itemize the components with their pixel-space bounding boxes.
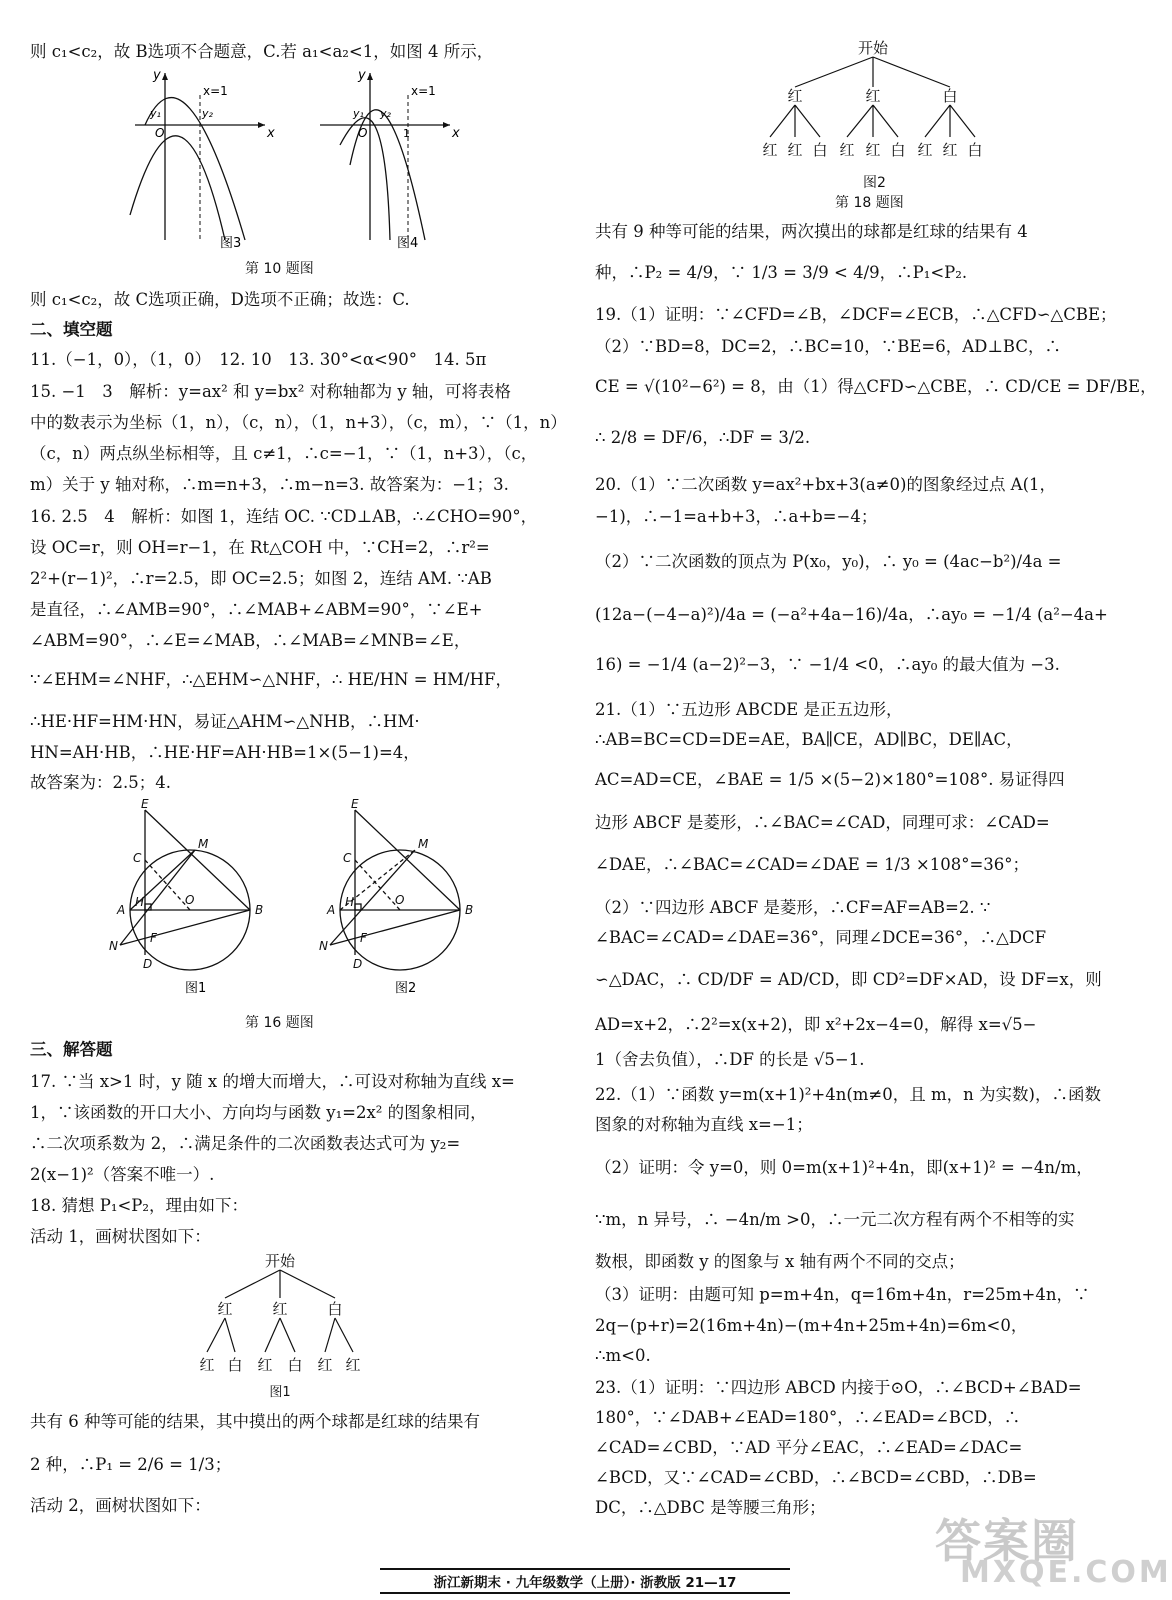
fig16-figure-1 — [120, 810, 250, 970]
q21-line: 21.（1）∵五边形 ABCDE 是正五边形， — [595, 700, 903, 719]
svg-text:F: F — [360, 931, 367, 945]
watermark-logo: 答案圈 — [935, 1514, 1079, 1568]
q21-line: ∠BAC=∠CAD=∠DAE=36°，同理∠DCE=36°，∴△DCF — [595, 928, 1047, 947]
svg-text:A: A — [117, 903, 126, 917]
q10-text-b: 则 c₁<c₂，故 C选项正确，D选项不正确；故选：C. — [30, 290, 410, 309]
q21-line: ∴AB=BC=CD=DE=AE，BA∥CE，AD∥BC，DE∥AC， — [595, 730, 1023, 749]
answers-11-14: 11.（−1，0），（1，0） 12. 10 13. 30°<α<90° 14. 5π — [30, 350, 487, 369]
q16-line: 是直径，∴∠AMB=90°，∴∠MAB+∠ABM=90°，∵∠E+ — [30, 600, 483, 619]
q22-line: ∴m<0. — [595, 1346, 651, 1365]
q16-line: 2²+(r−1)²，∴r=2.5，即 OC=2.5；如图 2，连结 AM. ∵AB — [30, 569, 492, 588]
q22-line: 2q−(p+r)=2(16m+4n)−(m+4n+25m+4n)=6m<0， — [595, 1316, 1028, 1335]
svg-text:M: M — [418, 837, 429, 851]
svg-text:N: N — [109, 939, 118, 953]
svg-text:x=1: x=1 — [203, 84, 228, 98]
q19-line: 19.（1）证明：∵∠CFD=∠B，∠DCF=∠ECB，∴△CFD∽△CBE； — [595, 305, 1117, 324]
svg-text:y₂: y₂ — [202, 107, 213, 120]
svg-text:图1: 图1 — [269, 1385, 291, 1400]
svg-text:C: C — [343, 851, 352, 865]
q21-line: 边形 ABCF 是菱形，∴∠BAC=∠CAD，同理可求：∠CAD= — [595, 813, 1050, 832]
fig16-circles — [105, 797, 505, 1000]
q16-line: HN=AH·HB，∴HE·HF=AH·HB=1×(5−1)=4， — [30, 743, 420, 762]
section-answer-heading: 三、解答题 — [30, 1040, 113, 1059]
svg-text:B: B — [255, 903, 264, 917]
fig18-caption: 第 18 题图 — [835, 195, 904, 211]
q16-line: 16. 2.5 4 解析：如图 1，连结 OC. ∵CD⊥AB，∴∠CHO=90°， — [30, 507, 538, 526]
svg-text:红: 红 — [199, 1356, 215, 1374]
svg-text:A: A — [327, 903, 336, 917]
svg-text:开始: 开始 — [264, 1252, 296, 1270]
q15-line: 15. −1 3 解析：y=ax² 和 y=bx² 对称轴都为 y 轴，可将表格 — [30, 382, 511, 401]
q16-line: 故答案为：2.5；4. — [30, 773, 171, 792]
svg-text:1: 1 — [403, 127, 410, 140]
q22-line: 图象的对称轴为直线 x=−1； — [595, 1115, 813, 1134]
svg-text:红: 红 — [272, 1300, 288, 1318]
svg-text:图3: 图3 — [220, 236, 242, 251]
q19-line: ∴ 2/8 = DF/6，∴DF = 3/2. — [595, 428, 811, 447]
svg-text:M: M — [198, 837, 209, 851]
q21-line: ∠DAE，∴∠BAC=∠CAD=∠DAE = 1/3 ×108°=36°； — [595, 855, 1030, 874]
svg-text:图1: 图1 — [185, 981, 207, 996]
q17-line: 2(x−1)²（答案不唯一）. — [30, 1165, 215, 1184]
svg-text:红: 红 — [787, 87, 803, 105]
svg-text:白: 白 — [227, 1356, 243, 1374]
q18-line: 共有 6 种等可能的结果，其中摸出的两个球都是红球的结果有 — [30, 1412, 480, 1431]
fig10-graph-3 — [130, 68, 275, 251]
svg-text:红: 红 — [942, 141, 958, 159]
q21-line: （2）∵四边形 ABCF 是菱形，∴CF=AF=AB=2. ∵ — [595, 898, 991, 917]
q19-line: CE = √(10²−6²) = 8，由（1）得△CFD∽△CBE，∴ CD/CE = DF/BE， — [595, 377, 1157, 396]
q20-line: −1)，∴−1=a+b+3，∴a+b=−4； — [595, 507, 878, 526]
q18-line: 18. 猜想 P₁<P₂，理由如下： — [30, 1196, 248, 1215]
svg-text:D: D — [353, 957, 363, 971]
svg-text:红: 红 — [787, 141, 803, 159]
watermark-site: MXQE.COM — [960, 1555, 1172, 1590]
page-footer: 浙江新期末 · 九年级数学（上册）· 浙教版 21—17 — [380, 1568, 790, 1594]
tree-diagram-2 — [755, 35, 995, 170]
q21-line: AD=x+2，∴2²=x(x+2)，即 x²+2x−4=0，解得 x=√5− — [595, 1015, 1037, 1034]
svg-text:y: y — [153, 68, 161, 83]
tree-diagram-1 — [185, 1250, 405, 1400]
svg-text:B: B — [465, 903, 474, 917]
q18-line: 共有 9 种等可能的结果，两次摸出的球都是红球的结果有 4 — [595, 222, 1028, 241]
svg-text:图2: 图2 — [395, 981, 417, 996]
svg-text:y₂: y₂ — [380, 107, 391, 120]
svg-text:H: H — [135, 895, 145, 909]
q19-line: （2）∵BD=8，DC=2，∴BC=10，∵BE=6，AD⊥BC，∴ — [595, 337, 1061, 356]
svg-text:白: 白 — [327, 1300, 343, 1318]
svg-text:白: 白 — [942, 87, 958, 105]
q16-line: ∠ABM=90°，∴∠E=∠MAB，∴∠MAB=∠MNB=∠E， — [30, 631, 471, 650]
q21-line: 1（舍去负值），∴DF 的长是 √5−1. — [595, 1050, 865, 1069]
svg-text:红: 红 — [865, 87, 881, 105]
svg-text:x: x — [267, 126, 275, 141]
q18-line: 活动 2，画树状图如下： — [30, 1496, 211, 1515]
svg-text:F: F — [150, 931, 157, 945]
svg-text:O: O — [155, 126, 165, 140]
svg-text:y: y — [358, 68, 366, 83]
q17-line: ∴二次项系数为 2，∴满足条件的二次函数表达式可为 y₂= — [30, 1134, 461, 1153]
fig10-caption: 第 10 题图 — [245, 261, 314, 277]
q15-line: 中的数表示为坐标（1，n），（c，n），（1，n+3），（c，m），∵（1，n） — [30, 413, 567, 432]
q22-line: ∵m，n 异号，∴ −4n/m >0，∴一元二次方程有两个不相等的实 — [595, 1210, 1075, 1229]
svg-text:E: E — [141, 797, 149, 811]
q15-line: m）关于 y 轴对称，∴m=n+3，∴m−n=3. 故答案为：−1；3. — [30, 475, 509, 494]
svg-text:白: 白 — [812, 141, 828, 159]
svg-text:白: 白 — [890, 141, 906, 159]
fig10-graphs — [125, 65, 460, 251]
q10-text-a: 则 c₁<c₂，故 B选项不合题意，C.若 a₁<a₂<1，如图 4 所示， — [30, 42, 494, 61]
svg-text:红: 红 — [217, 1300, 233, 1318]
svg-text:E: E — [351, 797, 359, 811]
q16-line: 设 OC=r，则 OH=r−1，在 Rt△COH 中，∵CH=2，∴r²= — [30, 538, 490, 557]
q16-line: ∵∠EHM=∠NHF，∴△EHM∽△NHF，∴ HE/HN = HM/HF， — [30, 670, 512, 689]
svg-text:O: O — [358, 126, 368, 140]
svg-text:O: O — [395, 893, 405, 907]
svg-text:图4: 图4 — [397, 236, 419, 251]
svg-text:红: 红 — [917, 141, 933, 159]
svg-text:红: 红 — [317, 1356, 333, 1374]
q20-line: （2）∵二次函数的顶点为 P(x₀，y₀)，∴ y₀ = (4ac−b²)/4a = — [595, 552, 1062, 571]
fig16-caption: 第 16 题图 — [245, 1015, 314, 1031]
q20-line: 16) = −1/4 (a−2)²−3，∵ −1/4 <0，∴ay₀ 的最大值为 −3. — [595, 655, 1060, 674]
q22-line: 22.（1）∵函数 y=m(x+1)²+4n(m≠0，且 m，n 为实数)，∴函数 — [595, 1085, 1101, 1104]
svg-text:y₁: y₁ — [150, 107, 161, 120]
q22-line: （2）证明：令 y=0，则 0=m(x+1)²+4n，即(x+1)² = −4n/m， — [595, 1158, 1093, 1177]
svg-text:O: O — [185, 893, 195, 907]
q15-line: （c，n）两点纵坐标相等，且 c≠1，∴c=−1，∵（1，n+3），（c， — [30, 444, 538, 463]
svg-text:红: 红 — [865, 141, 881, 159]
svg-text:x: x — [452, 126, 460, 141]
q17-line: 17. ∵当 x>1 时，y 随 x 的增大而增大，∴可设对称轴为直线 x= — [30, 1072, 515, 1091]
q22-line: 数根，即函数 y 的图象与 x 轴有两个不同的交点； — [595, 1252, 965, 1271]
svg-text:白: 白 — [287, 1356, 303, 1374]
q20-line: 20.（1）∵二次函数 y=ax²+bx+3(a≠0)的图象经过点 A(1， — [595, 475, 1057, 494]
svg-text:开始: 开始 — [857, 39, 889, 57]
q23-line: DC，∴△DBC 是等腰三角形； — [595, 1498, 826, 1517]
svg-text:红: 红 — [345, 1356, 361, 1374]
q23-line: ∠BCD，又∵∠CAD=∠CBD，∴∠BCD=∠CBD，∴DB= — [595, 1468, 1037, 1487]
fig10-graph-4 — [320, 68, 460, 251]
svg-text:红: 红 — [762, 141, 778, 159]
section-fill-in-heading: 二、填空题 — [30, 320, 113, 339]
q18-line: 种，∴P₂ = 4/9，∵ 1/3 = 3/9 < 4/9，∴P₁<P₂. — [595, 263, 968, 282]
svg-text:H: H — [345, 895, 355, 909]
q22-line: （3）证明：由题可知 p=m+4n，q=16m+4n，r=25m+4n，∵ — [595, 1285, 1090, 1304]
svg-text:红: 红 — [257, 1356, 273, 1374]
q18-line: 活动 1，画树状图如下： — [30, 1227, 211, 1246]
svg-text:x=1: x=1 — [411, 84, 436, 98]
fig16-figure-2 — [330, 810, 460, 970]
q23-line: 180°，∵∠DAB+∠EAD=180°，∴∠EAD=∠BCD，∴ — [595, 1408, 1021, 1427]
svg-text:C: C — [133, 851, 142, 865]
svg-text:白: 白 — [967, 141, 983, 159]
q21-line: ∽△DAC，∴ CD/DF = AD/CD，即 CD²=DF×AD，设 DF=x，则 — [595, 970, 1102, 989]
q21-line: AC=AD=CE，∠BAE = 1/5 ×(5−2)×180°=108°. 易证得四 — [595, 770, 1065, 789]
svg-text:y₁: y₁ — [353, 107, 364, 120]
svg-text:红: 红 — [839, 141, 855, 159]
q16-line: ∴HE·HF=HM·HN，易证△AHM∽△NHB，∴HM· — [30, 712, 420, 731]
svg-text:N: N — [319, 939, 328, 953]
q20-line: (12a−(−4−a)²)/4a = (−a²+4a−16)/4a，∴ay₀ = −1/4 (a²−4a+ — [595, 605, 1108, 624]
q18-line: 2 种，∴P₁ = 2/6 = 1/3； — [30, 1455, 232, 1474]
tree2-label: 图2 — [863, 175, 886, 191]
q17-line: 1，∵该函数的开口大小、方向均与函数 y₁=2x² 的图象相同， — [30, 1103, 487, 1122]
q23-line: ∠CAD=∠CBD，∵AD 平分∠EAC，∴∠EAD=∠DAC= — [595, 1438, 1023, 1457]
q23-line: 23.（1）证明：∵四边形 ABCD 内接于⊙O，∴∠BCD+∠BAD= — [595, 1378, 1082, 1397]
svg-text:D: D — [143, 957, 153, 971]
